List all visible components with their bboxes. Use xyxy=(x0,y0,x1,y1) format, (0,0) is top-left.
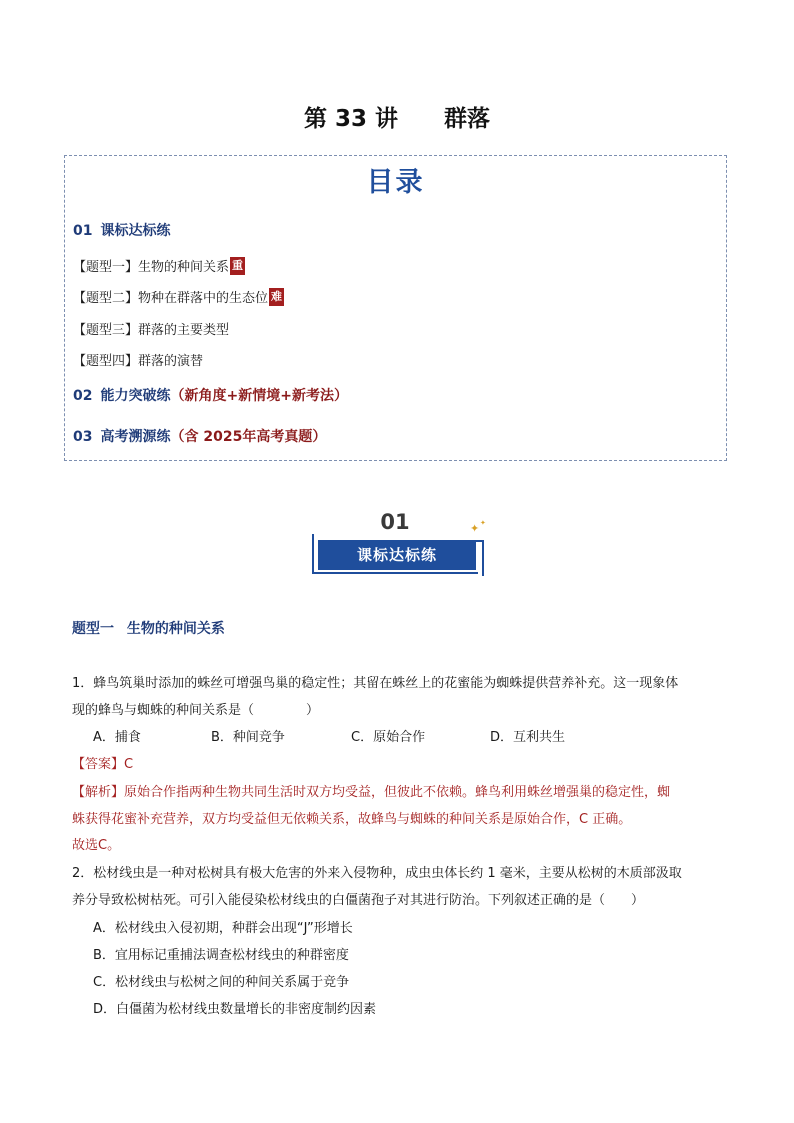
option-d[interactable]: D．互利共生 xyxy=(490,730,566,745)
toc-section-03[interactable] xyxy=(73,426,326,446)
toc-section-label: 能力突破练 xyxy=(100,388,171,404)
toc-section-number: 03 xyxy=(73,429,93,445)
toc-section-02[interactable] xyxy=(73,385,348,405)
table-of-contents xyxy=(64,155,727,461)
question-1-stem-line-2: 现的蜂鸟与蜘蛛的种间关系是（ ） xyxy=(72,703,320,718)
analysis-tag: 【解析】 xyxy=(72,785,125,800)
toc-item-label: 【题型四】群落的演替 xyxy=(73,354,204,369)
option-b[interactable]: B．种间竞争 xyxy=(211,730,285,745)
toc-section-note: （含 2025年高考真题） xyxy=(170,429,327,445)
analysis-line-2: 蛛获得花蜜补充营养，双方均受益但无依赖关系，故蜂鸟与蜘蛛的种间关系是原始合作，C 正确。 xyxy=(72,812,632,827)
toc-section-label: 高考溯源练 xyxy=(100,429,171,445)
answer-tag: 【答案】 xyxy=(72,757,125,772)
option-c[interactable]: C．原始合作 xyxy=(351,730,426,745)
toc-item-type-1[interactable] xyxy=(73,256,245,275)
question-2-option-c[interactable]: C．松材线虫与松树之间的种间关系属于竞争 xyxy=(93,975,350,990)
toc-item-type-2[interactable] xyxy=(73,287,284,306)
question-2-option-a[interactable]: A．松材线虫入侵初期，种群会出现“J”形增长 xyxy=(93,921,353,936)
question-1-stem-line-1: 1．蜂鸟筑巢时添加的蛛丝可增强鸟巢的稳定性；其留在蛛丝上的花蜜能为蜘蛛提供营养补充。这一现象体 xyxy=(72,676,679,691)
question-type-title: 生物的种间关系 xyxy=(126,621,225,637)
question-2-option-b[interactable]: B．宜用标记重捕法调查松材线虫的种群密度 xyxy=(93,948,349,963)
toc-item-type-3[interactable] xyxy=(73,319,229,338)
question-2-stem-line-1: 2．松材线虫是一种对松树具有极大危害的外来入侵物种，成虫虫体长约 1 毫米，主要从松树的木质部汲取 xyxy=(72,866,682,881)
option-a[interactable]: A．捕食 xyxy=(93,730,141,745)
section-label: 课标达标练 xyxy=(318,540,476,570)
section-banner xyxy=(312,510,484,576)
page-title: 第 33 讲 群落 xyxy=(303,106,491,132)
toc-item-label: 【题型三】群落的主要类型 xyxy=(73,323,230,338)
difficulty-badge-hard: 难 xyxy=(269,288,284,306)
toc-item-type-4[interactable] xyxy=(73,350,203,369)
toc-section-number: 01 xyxy=(73,223,93,239)
question-2-option-d[interactable]: D．白僵菌为松材线虫数量增长的非密度制约因素 xyxy=(93,1002,377,1017)
toc-item-label: 【题型二】物种在群落中的生态位 xyxy=(73,291,269,306)
toc-item-label: 【题型一】生物的种间关系 xyxy=(73,260,230,275)
toc-section-number: 02 xyxy=(73,388,93,404)
analysis-line-1 xyxy=(72,781,670,800)
toc-section-01[interactable] xyxy=(73,220,170,240)
answer-line xyxy=(72,753,133,772)
sparkle-icon: ✦ xyxy=(470,522,480,535)
question-type-prefix: 题型一 xyxy=(72,621,114,637)
analysis-text-1: 原始合作指两种生物共同生活时双方均受益，但彼此不依赖。蜂鸟利用蛛丝增强巢的稳定性，蜘 xyxy=(124,785,671,800)
toc-section-label: 课标达标练 xyxy=(100,223,171,239)
toc-heading: 目录 xyxy=(366,167,425,198)
section-number: 01 xyxy=(380,510,410,534)
analysis-conclusion: 故选C。 xyxy=(72,838,121,853)
answer-value: C xyxy=(124,757,134,772)
question-type-heading xyxy=(72,618,225,638)
difficulty-badge-important: 重 xyxy=(230,257,245,275)
sparkle-icon: ✦ xyxy=(480,519,486,527)
toc-section-note: （新角度+新情境+新考法） xyxy=(170,388,348,404)
question-2-stem-line-2: 养分导致松树枯死。可引入能侵染松材线虫的白僵菌孢子对其进行防治。下列叙述正确的是（ ） xyxy=(72,893,645,908)
question-1-options xyxy=(93,726,565,745)
